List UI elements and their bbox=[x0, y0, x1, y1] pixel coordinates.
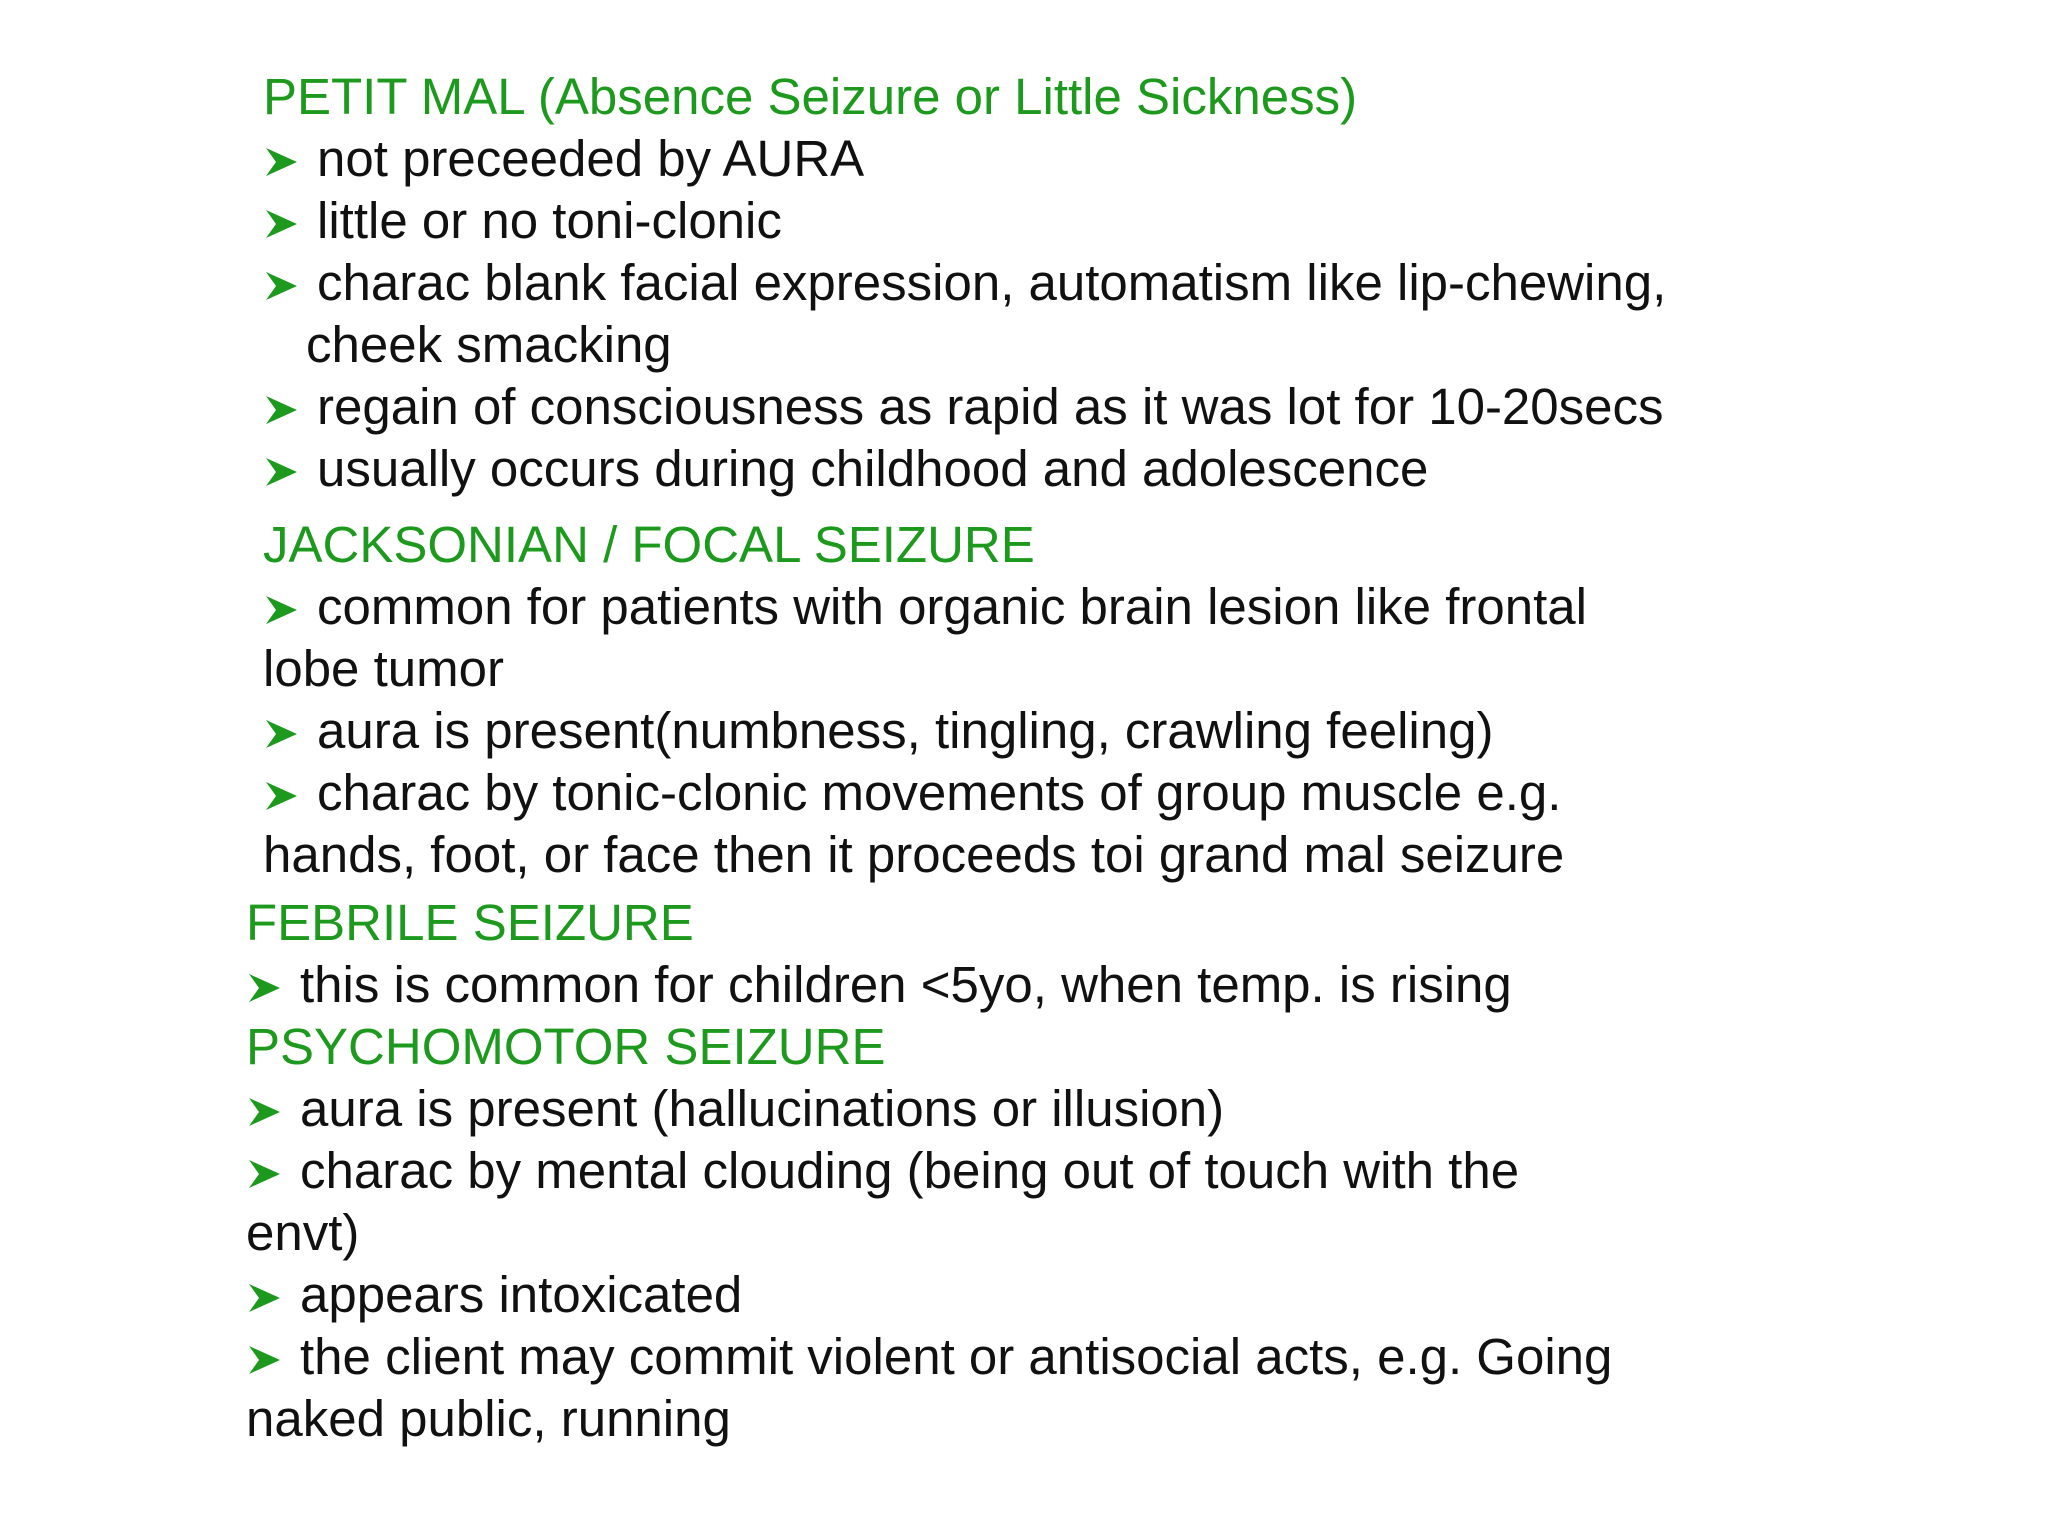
bullet-text-continuation: naked public, running bbox=[246, 1390, 731, 1447]
arrowhead-bullet-icon bbox=[246, 1078, 300, 1140]
arrowhead-bullet-icon bbox=[263, 762, 317, 824]
arrowhead-bullet-icon bbox=[263, 190, 317, 252]
bullet-item bbox=[246, 1078, 1224, 1140]
bullet-text: common for patients with organic brain lesion like frontal bbox=[317, 578, 1587, 635]
arrowhead-bullet-icon bbox=[246, 1140, 300, 1202]
arrowhead-bullet-icon bbox=[263, 376, 317, 438]
bullet-item bbox=[246, 1140, 1519, 1202]
bullet-text: the client may commit violent or antisocial acts, e.g. Going bbox=[300, 1328, 1613, 1385]
bullet-text-continuation: cheek smacking bbox=[306, 316, 672, 373]
bullet-item bbox=[263, 128, 864, 190]
section-title-psychomotor: PSYCHOMOTOR SEIZURE bbox=[246, 1018, 886, 1075]
bullet-text: charac by mental clouding (being out of touch with the bbox=[300, 1142, 1520, 1199]
bullet-item bbox=[246, 1264, 742, 1326]
section-title-jacksonian: JACKSONIAN / FOCAL SEIZURE bbox=[263, 516, 1035, 573]
arrowhead-bullet-icon bbox=[246, 954, 300, 1016]
bullet-item bbox=[263, 576, 1587, 638]
bullet-item bbox=[263, 700, 1493, 762]
bullet-item bbox=[263, 438, 1428, 500]
bullet-text: aura is present (hallucinations or illusion) bbox=[300, 1080, 1225, 1137]
arrowhead-bullet-icon bbox=[263, 252, 317, 314]
bullet-item bbox=[246, 954, 1512, 1016]
arrowhead-bullet-icon bbox=[263, 700, 317, 762]
bullet-text: little or no toni-clonic bbox=[317, 192, 782, 249]
bullet-text: charac blank facial expression, automatism like lip-chewing, bbox=[317, 254, 1667, 311]
bullet-item bbox=[263, 190, 782, 252]
bullet-text-continuation: lobe tumor bbox=[263, 640, 504, 697]
bullet-item bbox=[246, 1326, 1612, 1388]
bullet-text-continuation: envt) bbox=[246, 1204, 360, 1261]
bullet-text: aura is present(numbness, tingling, crawling feeling) bbox=[317, 702, 1494, 759]
bullet-text: charac by tonic-clonic movements of group muscle e.g. bbox=[317, 764, 1562, 821]
bullet-text: not preceeded by AURA bbox=[317, 130, 865, 187]
bullet-item bbox=[263, 376, 1664, 438]
bullet-text: appears intoxicated bbox=[300, 1266, 743, 1323]
arrowhead-bullet-icon bbox=[263, 128, 317, 190]
arrowhead-bullet-icon bbox=[246, 1326, 300, 1388]
bullet-text: regain of consciousness as rapid as it was lot for 10-20secs bbox=[317, 378, 1664, 435]
bullet-item bbox=[263, 252, 1666, 314]
arrowhead-bullet-icon bbox=[263, 576, 317, 638]
bullet-text: this is common for children <5yo, when temp. is rising bbox=[300, 956, 1512, 1013]
section-title-petit-mal: PETIT MAL (Absence Seizure or Little Sickness) bbox=[263, 68, 1358, 125]
arrowhead-bullet-icon bbox=[263, 438, 317, 500]
bullet-text-continuation: hands, foot, or face then it proceeds toi grand mal seizure bbox=[263, 826, 1565, 883]
bullet-item bbox=[263, 762, 1561, 824]
bullet-text: usually occurs during childhood and adolescence bbox=[317, 440, 1429, 497]
arrowhead-bullet-icon bbox=[246, 1264, 300, 1326]
section-title-febrile: FEBRILE SEIZURE bbox=[246, 894, 694, 951]
